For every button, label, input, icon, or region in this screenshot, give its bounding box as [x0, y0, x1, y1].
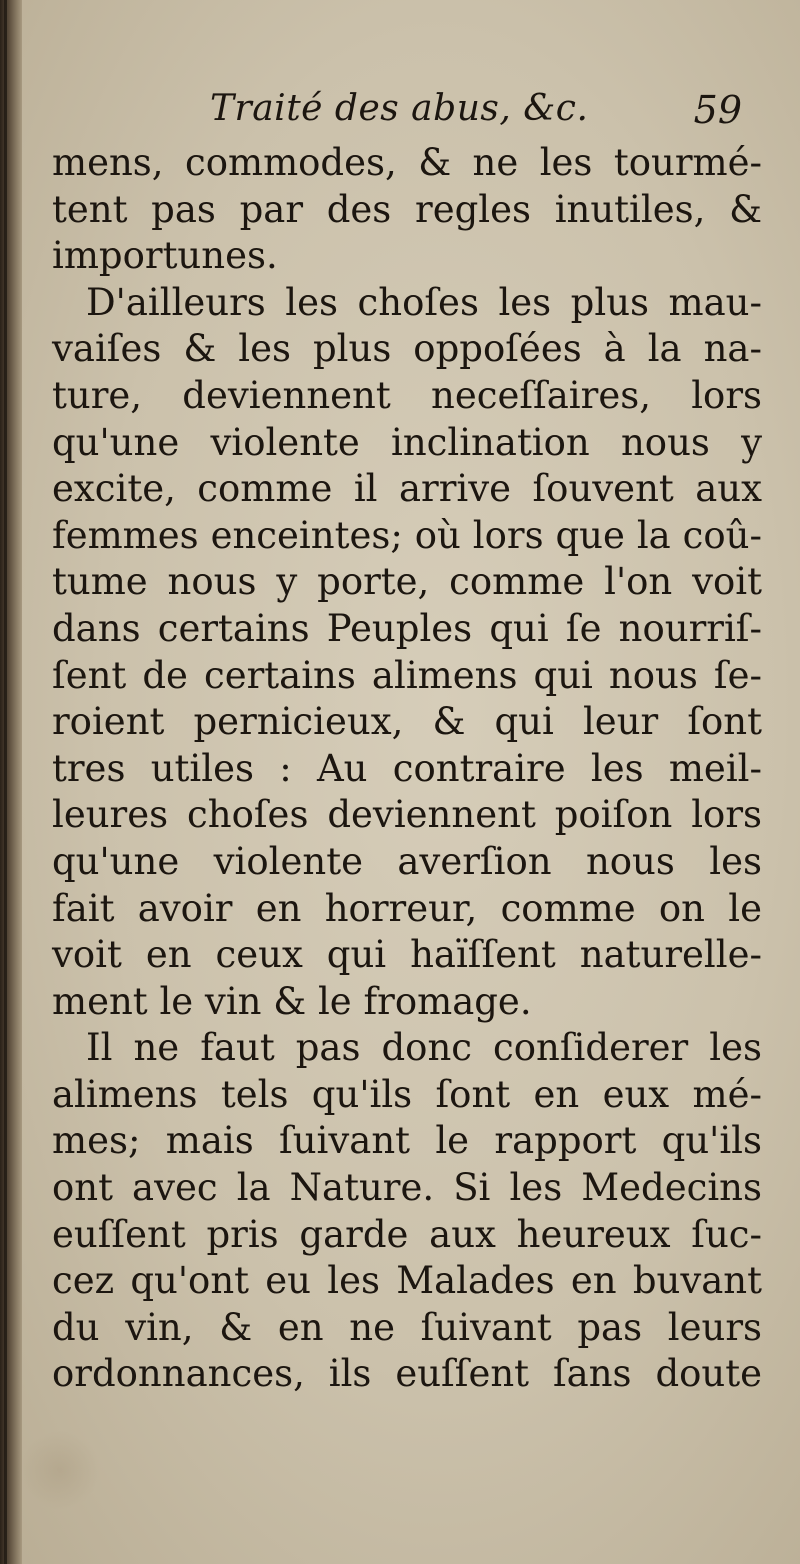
text-line: Il ne faut pas donc conſiderer les [86, 1026, 762, 1070]
text-line: mes; mais ſuivant le rapport qu'ils [52, 1119, 762, 1163]
text-line: femmes enceintes; où lors que la coû- [52, 513, 762, 557]
text-line: cez qu'ont eu les Malades en buvant [52, 1259, 762, 1303]
paper-stain [20, 1430, 100, 1510]
text-line: roient pernicieux, & qui leur ſont [52, 700, 762, 744]
text-line: qu'une violente inclination nous y [52, 420, 762, 464]
running-title: Traité des abus, &c. [210, 88, 589, 129]
text-line: importunes. [52, 234, 278, 278]
text-line: fait avoir en horreur, comme on le [52, 886, 762, 930]
text-line: D'ailleurs les choſes les plus mau- [86, 280, 762, 324]
text-line: voit en ceux qui haïſſent naturelle- [52, 933, 762, 977]
text-line: excite, comme il arrive ſouvent aux [52, 467, 762, 511]
text-line: mens, commodes, & ne les tourmé- [52, 141, 762, 184]
text-line: ſent de certains alimens qui nous ſe- [52, 653, 762, 697]
text-line: dans certains Peuples qui ſe nourriſ- [52, 606, 762, 650]
text-line: tume nous y porte, comme l'on voit [52, 560, 762, 604]
binding-shadow-line [4, 0, 7, 1564]
text-line: qu'une violente averſion nous les [52, 839, 762, 883]
text-line: ture, deviennent neceſſaires, lors [52, 373, 762, 417]
text-line: alimens tels qu'ils ſont en eux mé- [52, 1072, 762, 1116]
text-line: tres utiles : Au contraire les meil- [52, 746, 762, 790]
text-line: ont avec la Nature. Si les Medecins [52, 1166, 762, 1210]
page-header [60, 88, 760, 138]
text-body [52, 140, 762, 1398]
text-line: vaiſes & les plus oppoſées à la na- [52, 327, 762, 371]
text-line: ment le vin & le fromage. [52, 979, 532, 1023]
page-number: 59 [693, 88, 742, 132]
text-line: ordonnances, ils euſſent ſans doute [52, 1352, 762, 1396]
text-line: leures choſes deviennent poiſon lors [52, 793, 762, 837]
text-line: euſſent pris garde aux heureux ſuc- [52, 1212, 762, 1256]
text-line: du vin, & en ne ſuivant pas leurs [52, 1305, 762, 1349]
text-line: tent pas par des regles inutiles, & [52, 187, 762, 231]
